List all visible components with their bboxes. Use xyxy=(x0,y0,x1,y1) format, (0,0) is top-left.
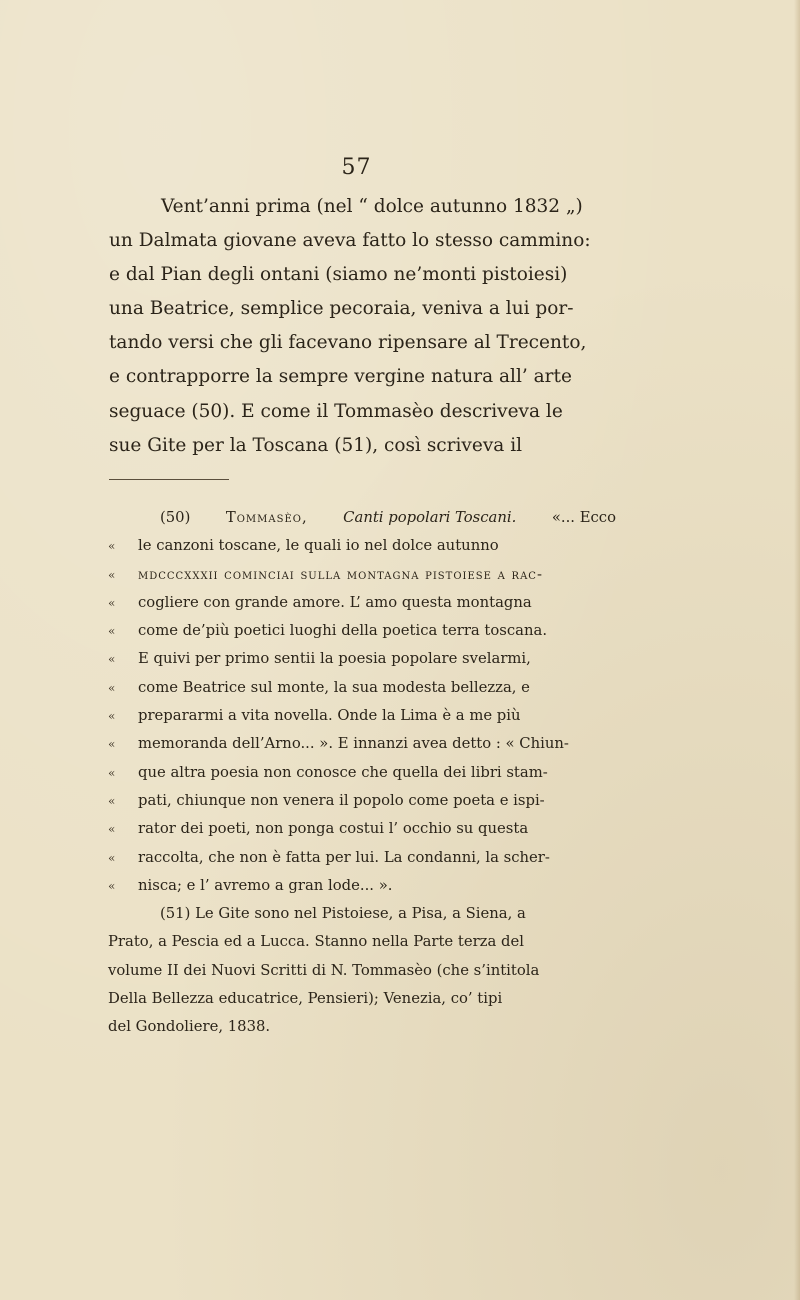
footnote-50-line xyxy=(108,872,616,900)
footnote-50-text: E quivi per primo sentii la poesia popolare svelarmi, xyxy=(138,650,531,668)
quote-mark: « xyxy=(108,850,116,865)
footnote-50-line xyxy=(108,702,616,730)
main-line-8: sue Gite per la Toscana (51), così scriveva il xyxy=(109,434,523,456)
footnote-50-text: raccolta, che non è fatta per lui. La condanni, la scher- xyxy=(138,848,550,866)
footnote-50-heading xyxy=(108,504,616,532)
footnote-51-line-5: del Gondoliere, 1838. xyxy=(108,1018,271,1036)
footnote-50-text: rator dei poeti, non ponga costui l’ occhio su questa xyxy=(138,820,529,838)
main-line-4: una Beatrice, semplice pecoraia, veniva a lui por- xyxy=(109,298,574,320)
quote-mark: « xyxy=(108,624,116,639)
footnote-50-line xyxy=(108,532,616,560)
footnote-50-line xyxy=(108,759,616,787)
quote-mark: « xyxy=(108,595,116,610)
footnote-50-marker: (50) xyxy=(160,509,191,526)
quote-mark: « xyxy=(108,652,116,667)
footnote-50-text: que altra poesia non conosce che quella dei libri stam- xyxy=(138,763,548,781)
footnote-50-line xyxy=(108,787,616,815)
footnote-50-line xyxy=(108,617,616,645)
footnote-51-line-1: (51) Le Gite sono nel Pistoiese, a Pisa, a Siena, a xyxy=(160,905,526,923)
footnotes xyxy=(108,504,616,1042)
footnote-50-line xyxy=(108,844,616,872)
main-line-3: e dal Pian degli ontani (siamo ne’monti pistoiesi) xyxy=(109,264,568,286)
footnote-50-text: nisca; e l’ avremo a gran lode... ». xyxy=(138,876,393,894)
main-line-6: e contrapporre la sempre vergine natura all’ arte xyxy=(109,366,572,388)
footnote-50-text: mdcccxxxii cominciai sulla montagna pistoiese a rac- xyxy=(138,565,543,583)
footnote-50-text: memoranda dell’Arno... ». E innanzi avea detto : « Chiun- xyxy=(138,735,569,753)
footnote-50-text: prepararmi a vita novella. Onde la Lima è a me più xyxy=(138,707,521,725)
page-number: 57 xyxy=(341,155,372,180)
footnote-50-line xyxy=(108,645,616,673)
main-line-7: seguace (50). E come il Tommasèo descriveva le xyxy=(109,400,563,422)
footnote-50-line xyxy=(108,730,616,758)
main-line-1: Vent’anni prima (nel “ dolce autunno 1832 „) xyxy=(161,196,583,217)
main-text xyxy=(109,190,606,463)
footnote-50-line xyxy=(108,815,616,843)
main-line-2: un Dalmata giovane aveva fatto lo stesso cammino: xyxy=(109,230,591,252)
footnote-50-opening: «... Ecco xyxy=(551,509,616,526)
footnote-50-text: le canzoni toscane, le quali io nel dolce autunno xyxy=(138,537,499,555)
quote-mark: « xyxy=(108,878,116,893)
quote-mark: « xyxy=(108,737,116,752)
footnote-50-text: pati, chiunque non venera il popolo come poeta e ispi- xyxy=(138,791,545,809)
quote-mark: « xyxy=(108,539,116,554)
footnote-50-line xyxy=(108,589,616,617)
footnote-50-line xyxy=(108,674,616,702)
quote-mark: « xyxy=(108,680,116,695)
footnote-separator xyxy=(109,479,229,480)
footnote-51-line-4: Della Bellezza educatrice, Pensieri); Venezia, co’ tipi xyxy=(108,990,503,1008)
footnote-51-line-2: Prato, a Pescia ed a Lucca. Stanno nella Parte terza del xyxy=(108,933,524,951)
page-edge-shadow xyxy=(794,0,800,1300)
main-line-5: tando versi che gli facevano ripensare al Trecento, xyxy=(109,332,587,354)
quote-mark: « xyxy=(108,793,116,808)
footnote-51-line-3: volume II dei Nuovi Scritti di N. Tommasèo (che s’intitola xyxy=(108,961,540,979)
footnote-50-line xyxy=(108,561,616,589)
quote-mark: « xyxy=(108,822,116,837)
footnote-50-title: Canti popolari Toscani. xyxy=(343,509,517,526)
footnote-50-author: Tommasèo, xyxy=(225,509,308,526)
footnote-50-text: cogliere con grande amore. L’ amo questa montagna xyxy=(138,593,532,611)
quote-mark: « xyxy=(108,765,116,780)
footnote-50-text: come Beatrice sul monte, la sua modesta bellezza, e xyxy=(138,678,530,696)
footnote-50-text: come de’più poetici luoghi della poetica terra toscana. xyxy=(138,622,548,640)
quote-mark: « xyxy=(108,709,116,724)
quote-mark: « xyxy=(108,567,116,582)
